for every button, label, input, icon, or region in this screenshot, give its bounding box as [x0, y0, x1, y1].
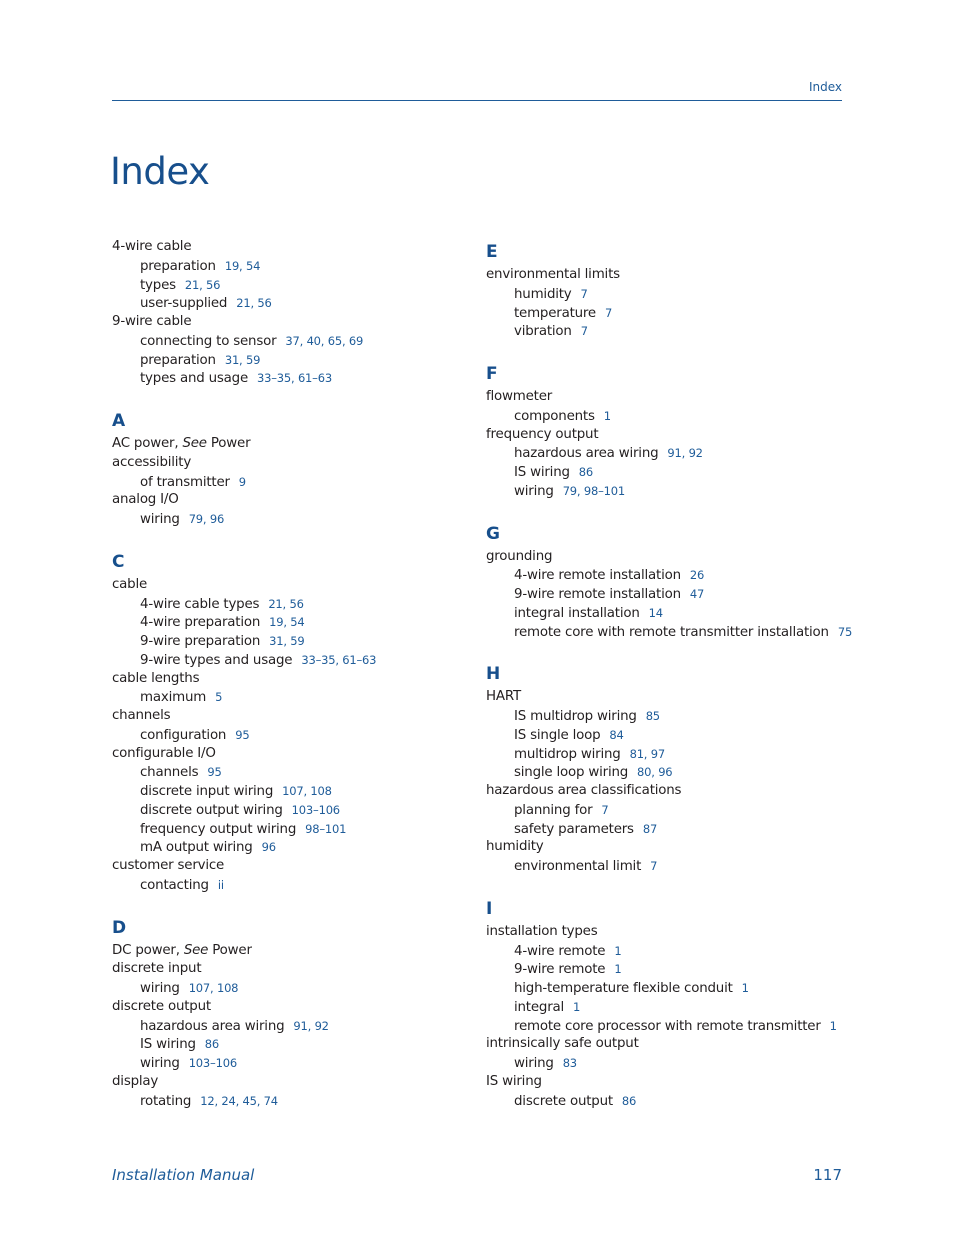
- page-reference-link[interactable]: 91, 92: [667, 446, 703, 461]
- index-subentry: [112, 726, 472, 745]
- index-subentry: [486, 763, 846, 782]
- index-entry: [486, 923, 846, 942]
- entry-term: 9-wire preparation: [140, 634, 261, 649]
- page-reference-link[interactable]: 21, 56: [184, 277, 221, 292]
- page-reference-link[interactable]: 96: [261, 840, 276, 855]
- index-subentry: [486, 801, 846, 820]
- index-subentry: [112, 1017, 472, 1036]
- entry-term: remote core processor with remote transmitter: [514, 1018, 821, 1034]
- index-subentry: [112, 876, 472, 895]
- entry-term: 4-wire preparation: [140, 615, 261, 631]
- page-reference-link[interactable]: 19, 54: [224, 258, 261, 273]
- page-reference-link[interactable]: 95: [235, 727, 250, 742]
- entry-term: channels: [140, 765, 199, 781]
- index-entry: [112, 960, 472, 979]
- index-subentry: [112, 688, 472, 707]
- index-subentry: [112, 595, 472, 614]
- entry-term: humidity: [514, 286, 572, 302]
- page-reference-link[interactable]: 80, 96: [637, 765, 673, 780]
- index-entry: [112, 670, 472, 689]
- index-subentry: [486, 1054, 846, 1073]
- index-subentry: [486, 285, 846, 304]
- entry-term: 9-wire remote installation: [514, 587, 681, 602]
- page-reference-link[interactable]: 9: [238, 474, 246, 489]
- entry-term: rotating: [140, 1093, 192, 1109]
- page-reference-link[interactable]: 7: [580, 286, 588, 301]
- entry-term: frequency output: [486, 426, 599, 442]
- page-reference-link[interactable]: 83: [562, 1056, 577, 1070]
- entry-term: planning for: [514, 802, 593, 818]
- index-subentry: [112, 782, 472, 801]
- entry-term: integral: [514, 999, 565, 1015]
- index-entry: [112, 707, 472, 726]
- index-letter-heading: I: [486, 898, 493, 919]
- index-subentry: [486, 566, 846, 585]
- entry-term: 9-wire types and usage: [140, 652, 293, 668]
- index-subentry: [112, 1035, 472, 1054]
- entry-term: user-supplied: [140, 296, 228, 312]
- page-reference-link[interactable]: 31, 59: [269, 634, 305, 648]
- entry-term: wiring: [514, 483, 554, 499]
- page-reference-link[interactable]: 1: [614, 962, 622, 977]
- index-subentry: [112, 979, 472, 998]
- entry-term: customer service: [112, 858, 225, 873]
- running-header: Index: [808, 80, 842, 94]
- page-reference-link[interactable]: 14: [648, 605, 663, 620]
- page-reference-link[interactable]: 1: [741, 981, 749, 995]
- page-reference-link[interactable]: 86: [204, 1037, 220, 1052]
- entry-term: wiring: [514, 1056, 554, 1071]
- see-reference: See: [183, 942, 209, 958]
- footer-manual-title: Installation Manual: [112, 1166, 255, 1184]
- index-entry: [112, 491, 472, 510]
- entry-term: flowmeter: [486, 389, 553, 404]
- entry-term: temperature: [514, 305, 596, 321]
- page-reference-link[interactable]: 1: [573, 999, 581, 1014]
- index-entry: [486, 548, 846, 567]
- section-gap: [486, 341, 846, 360]
- page-reference-link[interactable]: ii: [217, 877, 224, 892]
- index-entry: [112, 857, 472, 876]
- index-subentry: [486, 726, 846, 745]
- index-column-right: [486, 238, 853, 1110]
- entry-term: multidrop wiring: [514, 746, 621, 762]
- entry-term: 4-wire cable types: [140, 596, 260, 612]
- page-reference-link[interactable]: 81, 97: [629, 746, 665, 761]
- page-reference-link[interactable]: 37, 40, 65, 69: [285, 333, 364, 348]
- entry-term: HART: [486, 689, 521, 705]
- entry-term: of transmitter: [140, 474, 230, 490]
- index-subentry: [112, 801, 472, 820]
- entry-term: maximum: [140, 690, 207, 706]
- section-gap: [486, 641, 846, 660]
- index-entry: [486, 782, 846, 801]
- page-reference-link[interactable]: 98–101: [305, 821, 347, 836]
- index-subentry: [486, 820, 846, 839]
- page-reference-link[interactable]: 103–106: [188, 1056, 237, 1070]
- see-target-link[interactable]: Power: [212, 942, 252, 958]
- page-reference-link[interactable]: 107, 108: [188, 981, 239, 995]
- section-gap: [112, 895, 472, 914]
- index-entry: [486, 388, 846, 407]
- entry-term: analog I/O: [112, 492, 179, 508]
- index-entry: [486, 426, 846, 445]
- index-entry: [112, 454, 472, 473]
- entry-term: IS single loop: [514, 727, 601, 743]
- page-reference-link[interactable]: 12, 24, 45, 74: [200, 1093, 278, 1108]
- page-reference-link[interactable]: 1: [614, 943, 622, 958]
- index-subentry: [486, 707, 846, 726]
- entry-term: preparation: [140, 258, 216, 274]
- index-subentry: [112, 763, 472, 782]
- index-letter-heading: F: [486, 364, 498, 384]
- entry-term: hazardous area wiring: [140, 1018, 285, 1034]
- see-reference: See: [182, 436, 207, 451]
- entry-term: grounding: [486, 548, 553, 564]
- index-subentry: [486, 857, 846, 876]
- entry-term: hazardous area wiring: [514, 446, 659, 462]
- entry-term: environmental limits: [486, 267, 620, 282]
- entry-term: 9-wire cable: [112, 314, 192, 329]
- index-subentry: [486, 1017, 846, 1036]
- page-reference-link[interactable]: 86: [578, 465, 594, 479]
- entry-term: wiring: [140, 981, 180, 996]
- index-subentry: [112, 613, 472, 632]
- page-reference-link[interactable]: 33–35, 61–63: [257, 371, 332, 386]
- entry-term: DC power,: [112, 942, 180, 958]
- section-gap: [486, 501, 846, 520]
- page-reference-link[interactable]: 7: [650, 859, 658, 873]
- entry-term: discrete input: [112, 961, 202, 977]
- entry-term: discrete output: [112, 998, 211, 1014]
- index-subentry: [112, 510, 472, 529]
- index-entry: [486, 266, 846, 285]
- index-subentry: [112, 651, 472, 670]
- index-letter-heading: E: [486, 242, 498, 262]
- index-subentry: [486, 585, 846, 604]
- entry-term: preparation: [140, 352, 216, 368]
- page-reference-link[interactable]: 7: [601, 802, 609, 817]
- index-entry: [112, 998, 472, 1017]
- page-reference-link[interactable]: 1: [829, 1018, 837, 1033]
- index-subentry: [486, 623, 853, 642]
- page-reference-link[interactable]: 21, 56: [236, 296, 272, 311]
- section-gap: [112, 529, 472, 548]
- entry-term: configuration: [140, 727, 227, 743]
- entry-term: 4-wire cable: [112, 239, 192, 254]
- entry-term: intrinsically safe output: [486, 1036, 639, 1052]
- page-reference-link[interactable]: 1: [603, 408, 611, 423]
- section-gap: [112, 388, 472, 407]
- index-letter-heading: D: [112, 917, 127, 938]
- index-entry: [112, 1073, 472, 1092]
- entry-term: mA output wiring: [140, 840, 253, 856]
- index-subentry: [112, 1092, 472, 1111]
- entry-term: frequency output wiring: [140, 821, 297, 837]
- index-subentry: [486, 444, 846, 463]
- entry-term: cable: [112, 576, 148, 592]
- entry-term: installation types: [486, 923, 598, 939]
- index-subentry: [112, 369, 472, 388]
- index-entry: [112, 238, 472, 257]
- page-reference-link[interactable]: 87: [642, 821, 658, 836]
- entry-term: accessibility: [112, 454, 192, 470]
- entry-term: single loop wiring: [514, 765, 629, 781]
- entry-term: environmental limit: [514, 859, 642, 874]
- index-subentry: [112, 276, 472, 295]
- index-subentry: [112, 351, 472, 370]
- entry-term: IS wiring: [486, 1073, 542, 1089]
- index-subentry: [486, 322, 846, 341]
- index-subentry: [112, 1054, 472, 1073]
- index-letter-heading: H: [486, 664, 501, 685]
- index-subentry: [486, 979, 846, 998]
- page-reference-link[interactable]: 107, 108: [282, 784, 332, 798]
- index-subentry: [486, 942, 846, 961]
- page-reference-link[interactable]: 31, 59: [224, 352, 261, 367]
- entry-term: discrete output wiring: [140, 802, 283, 818]
- index-subentry: [112, 473, 472, 492]
- entry-term: high-temperature flexible conduit: [514, 981, 733, 996]
- entry-term: configurable I/O: [112, 745, 216, 761]
- header-rule: [112, 100, 842, 101]
- index-subentry: [486, 482, 846, 501]
- entry-term: humidity: [486, 839, 544, 855]
- index-entry: [112, 576, 472, 595]
- page-reference-link[interactable]: 26: [689, 568, 705, 583]
- index-letter-heading: C: [112, 551, 125, 572]
- page-reference-link[interactable]: 5: [215, 690, 223, 705]
- see-target-link[interactable]: Power: [210, 436, 251, 451]
- entry-term: vibration: [514, 324, 572, 340]
- index-subentry: [112, 820, 472, 839]
- page-reference-link[interactable]: 95: [207, 765, 222, 780]
- index-letter-heading: A: [112, 411, 126, 431]
- index-letter-heading: G: [486, 523, 500, 544]
- page-reference-link[interactable]: 7: [604, 305, 613, 320]
- entry-term: remote core with remote transmitter installation: [514, 624, 829, 640]
- page-reference-link[interactable]: 84: [609, 727, 624, 742]
- entry-term: 4-wire remote: [514, 943, 606, 959]
- entry-term: components: [514, 408, 595, 424]
- index-column-left: [112, 238, 472, 1110]
- entry-term: cable lengths: [112, 670, 200, 686]
- entry-term: discrete output: [514, 1093, 613, 1109]
- index-entry: [486, 838, 846, 857]
- index-subentry: [486, 960, 846, 979]
- entry-term: types and usage: [140, 371, 249, 387]
- index-subentry: [112, 332, 472, 351]
- page-reference-link[interactable]: 85: [645, 709, 660, 723]
- index-subentry: [486, 745, 846, 764]
- index-subentry: [486, 304, 846, 323]
- index-entry: [486, 688, 846, 707]
- entry-term: IS multidrop wiring: [514, 709, 637, 724]
- entry-term: wiring: [140, 512, 180, 527]
- index-entry: [486, 1035, 846, 1054]
- page-reference-link[interactable]: 79, 96: [188, 512, 225, 526]
- entry-term: contacting: [140, 877, 209, 893]
- index-entry: [112, 942, 472, 961]
- page-reference-link[interactable]: 75: [837, 624, 853, 639]
- page-reference-link[interactable]: 86: [621, 1093, 637, 1108]
- entry-term: wiring: [140, 1056, 180, 1071]
- page-reference-link[interactable]: 7: [580, 324, 588, 339]
- index-entry: [486, 1073, 846, 1092]
- index-subentry: [486, 1092, 846, 1111]
- page-title: Index: [110, 150, 210, 193]
- entry-term: IS wiring: [140, 1037, 196, 1053]
- entry-term: discrete input wiring: [140, 784, 274, 799]
- index-entry: [112, 313, 472, 332]
- index-entry: [112, 435, 472, 454]
- entry-term: 4-wire remote installation: [514, 568, 681, 584]
- page-reference-link[interactable]: 91, 92: [293, 1018, 329, 1033]
- page-reference-link[interactable]: 103–106: [291, 802, 340, 817]
- page-reference-link[interactable]: 19, 54: [269, 615, 305, 630]
- entry-term: types: [140, 277, 176, 293]
- footer-page-number: 117: [813, 1166, 842, 1184]
- index-subentry: [486, 998, 846, 1017]
- entry-term: hazardous area classifications: [486, 783, 682, 798]
- entry-term: 9-wire remote: [514, 962, 606, 978]
- page-reference-link[interactable]: 79, 98–101: [562, 483, 625, 498]
- index-subentry: [112, 632, 472, 651]
- entry-term: display: [112, 1073, 159, 1089]
- section-gap: [486, 876, 846, 895]
- index-entry: [112, 745, 472, 764]
- entry-term: AC power,: [112, 436, 179, 451]
- entry-term: integral installation: [514, 605, 640, 621]
- index-subentry: [486, 604, 846, 623]
- index-subentry: [486, 463, 846, 482]
- index-subentry: [486, 407, 846, 426]
- index-subentry: [112, 294, 472, 313]
- page-reference-link[interactable]: 21, 56: [268, 596, 304, 611]
- index-subentry: [112, 257, 472, 276]
- entry-term: channels: [112, 708, 171, 723]
- entry-term: safety parameters: [514, 821, 634, 837]
- entry-term: IS wiring: [514, 465, 570, 480]
- page-reference-link[interactable]: 33–35, 61–63: [301, 652, 377, 667]
- page-reference-link[interactable]: 47: [689, 587, 705, 601]
- entry-term: connecting to sensor: [140, 333, 277, 349]
- index-subentry: [112, 838, 472, 857]
